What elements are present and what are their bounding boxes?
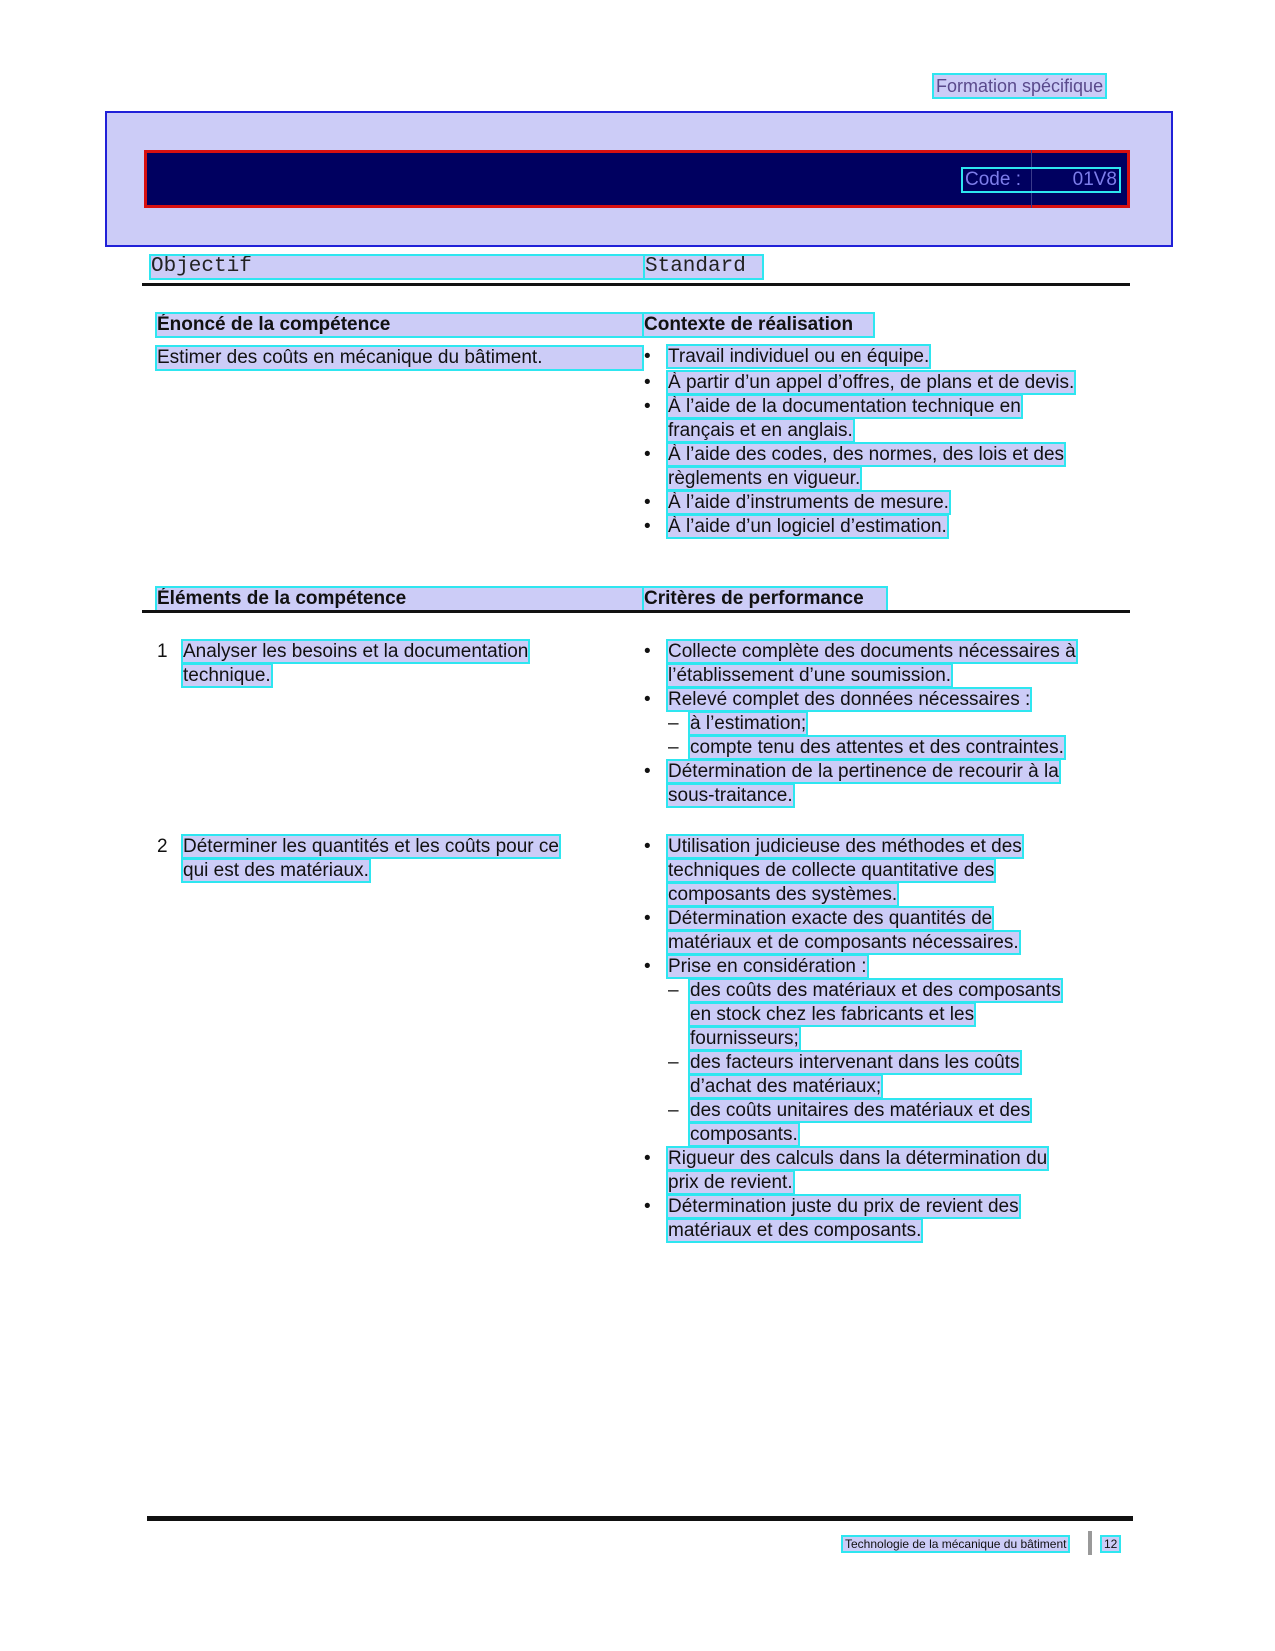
dash-marker: – xyxy=(668,1052,679,1073)
bullet-marker: • xyxy=(644,956,651,977)
competence-code xyxy=(963,169,1119,191)
text-line: Utilisation judicieuse des méthodes et des xyxy=(668,836,1022,857)
bullet-marker: • xyxy=(644,689,651,710)
enonce-text: Estimer des coûts en mécanique du bâtiment. xyxy=(157,347,642,369)
dash-marker: – xyxy=(668,713,679,734)
text-line: Rigueur des calculs dans la détermination du xyxy=(668,1148,1048,1169)
dash-marker: – xyxy=(668,1100,679,1121)
contexte-heading: Contexte de réalisation xyxy=(644,314,873,336)
text-line: en stock chez les fabricants et les xyxy=(690,1004,975,1025)
dash-marker: – xyxy=(668,737,679,758)
text-line: Analyser les besoins et la documentation xyxy=(183,641,529,662)
text-line: règlements en vigueur. xyxy=(668,468,861,489)
enonce-heading: Énoncé de la compétence xyxy=(157,314,642,336)
element-number: 1 xyxy=(157,641,168,662)
bullet-marker: • xyxy=(644,444,651,465)
text-line: À l’aide de la documentation technique en xyxy=(668,396,1021,417)
text-line: Collecte complète des documents nécessaires à xyxy=(668,641,1076,662)
column-heading-objectif: Objectif xyxy=(151,256,643,278)
footer-program: Technologie de la mécanique du bâtiment xyxy=(845,1537,1067,1551)
top-rule xyxy=(142,283,1130,286)
text-line: Relevé complet des données nécessaires : xyxy=(668,689,1031,710)
bullet-marker: • xyxy=(644,1196,651,1217)
bullet-marker: • xyxy=(644,396,651,417)
text-line: Détermination de la pertinence de recourir à la xyxy=(668,761,1059,782)
code-value: 01V8 xyxy=(1072,169,1117,190)
code-label: Code : xyxy=(965,169,1021,190)
text-line: l’établissement d’une soumission. xyxy=(668,665,952,686)
text-line: Travail individuel ou en équipe. xyxy=(668,346,930,367)
criteres-heading: Critères de performance xyxy=(644,588,886,610)
text-line: Détermination exacte des quantités de xyxy=(668,908,993,929)
element-number: 2 xyxy=(157,836,168,857)
column-heading-standard: Standard xyxy=(645,256,762,278)
bullet-marker: • xyxy=(644,346,651,367)
text-line: qui est des matériaux. xyxy=(183,860,369,881)
text-line: compte tenu des attentes et des contraintes. xyxy=(690,737,1064,758)
bullet-marker: • xyxy=(644,761,651,782)
bullet-marker: • xyxy=(644,1148,651,1169)
text-line: composants. xyxy=(690,1124,798,1145)
text-line: Prise en considération : xyxy=(668,956,867,977)
text-line: matériaux et des composants. xyxy=(668,1220,922,1241)
text-line: sous-traitance. xyxy=(668,785,793,806)
text-line: À l’aide d’un logiciel d’estimation. xyxy=(668,516,947,537)
text-line: À l’aide d’instruments de mesure. xyxy=(668,492,949,513)
text-line: prix de revient. xyxy=(668,1172,793,1193)
text-line: À l’aide des codes, des normes, des lois et des xyxy=(668,444,1065,465)
text-line: Détermination juste du prix de revient des xyxy=(668,1196,1019,1217)
text-line: technique. xyxy=(183,665,271,686)
text-line: composants des systèmes. xyxy=(668,884,898,905)
bullet-marker: • xyxy=(644,836,651,857)
footer-divider xyxy=(1088,1531,1092,1555)
text-line: techniques de collecte quantitative des xyxy=(668,860,995,881)
bullet-marker: • xyxy=(644,908,651,929)
footer-rule xyxy=(147,1516,1133,1521)
bullet-marker: • xyxy=(644,516,651,537)
text-line: des facteurs intervenant dans les coûts xyxy=(690,1052,1020,1073)
text-line: matériaux et de composants nécessaires. xyxy=(668,932,1019,953)
text-line: d’achat des matériaux; xyxy=(690,1076,882,1097)
page-number: 12 xyxy=(1104,1537,1118,1551)
bullet-marker: • xyxy=(644,492,651,513)
text-line: Déterminer les quantités et les coûts pour ce xyxy=(183,836,559,857)
bullet-marker: • xyxy=(644,372,651,393)
text-line: français et en anglais. xyxy=(668,420,853,441)
text-line: à l’estimation; xyxy=(690,713,807,734)
section-label: Formation spécifique xyxy=(936,76,1104,96)
text-line: des coûts des matériaux et des composants xyxy=(690,980,1061,1001)
text-line: des coûts unitaires des matériaux et des xyxy=(690,1100,1031,1121)
bullet-marker: • xyxy=(644,641,651,662)
middle-rule xyxy=(142,610,1130,613)
elements-heading: Éléments de la compétence xyxy=(157,588,642,610)
text-line: À partir d’un appel d’offres, de plans et de devis. xyxy=(668,372,1075,393)
dash-marker: – xyxy=(668,980,679,1001)
text-line: fournisseurs; xyxy=(690,1028,799,1049)
